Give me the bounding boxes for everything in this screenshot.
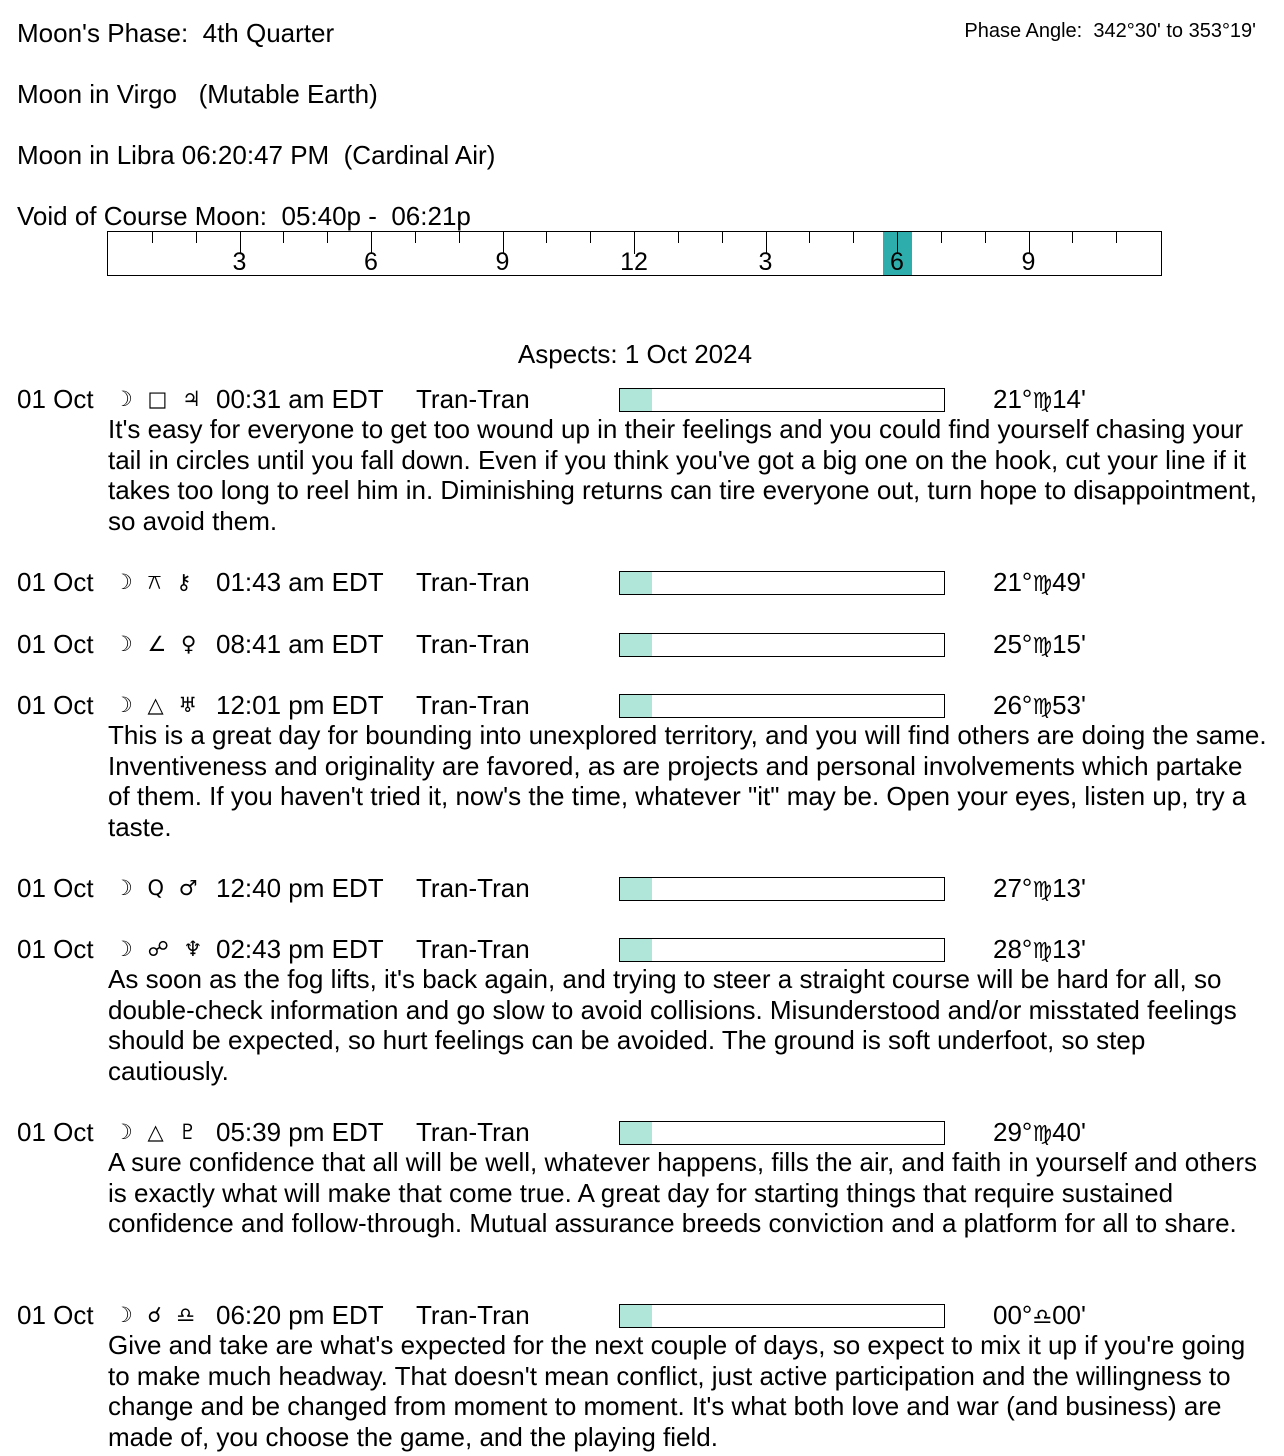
aspect-entry [0,629,1284,659]
aspect-kind: Tran-Tran [416,567,530,597]
aspect-header [0,629,1284,659]
hour-tick [283,232,284,243]
hour-tick [590,232,591,243]
moon-phase: Moon's Phase: 4th Quarter [17,18,335,48]
aspect-header [0,567,1284,597]
aspect-position: 21°♍14' [993,384,1086,414]
aspect-kind: Tran-Tran [416,384,530,414]
aspect-strength-fill [620,1305,652,1327]
aspect-header [0,873,1284,903]
hour-label: 9 [495,248,510,276]
aspect-header [0,934,1284,964]
aspect-strength-bar [619,877,945,901]
aspect-glyphs-icon: ☽ ☌ ♎ [114,1303,200,1327]
aspect-entry [0,934,1284,1086]
zodiac-sign-icon: ♍ [1032,695,1053,720]
aspect-position: 28°♍13' [993,934,1086,964]
aspect-kind: Tran-Tran [416,873,530,903]
zodiac-sign-icon: ♍ [1032,1122,1053,1147]
aspect-time: 00:31 am EDT [216,384,384,414]
hour-tick [546,232,547,243]
aspect-glyphs-icon: ☽ △ ♅ [114,693,202,717]
aspect-kind: Tran-Tran [416,1117,530,1147]
aspect-strength-fill [620,939,652,961]
aspect-date: 01 Oct [17,629,94,659]
aspect-position: 25°♍15' [993,629,1086,659]
aspect-glyphs-icon: ☽ ⚻ ⚷ [114,570,196,594]
aspect-position: 27°♍13' [993,873,1086,903]
aspect-header [0,384,1284,414]
hour-tick [196,232,197,243]
aspect-position: 29°♍40' [993,1117,1086,1147]
aspect-strength-bar [619,694,945,718]
aspect-entry [0,384,1284,536]
aspect-time: 05:39 pm EDT [216,1117,384,1147]
aspects-title: Aspects: 1 Oct 2024 [517,339,753,369]
aspect-strength-bar [619,1304,945,1328]
aspect-date: 01 Oct [17,690,94,720]
aspect-description: A sure confidence that all will be well, whatever happens, fills the air, and faith in yourself and others is exactly what will make that come true. A great day for starting things that require sustained confidence and follow-through. Mutual assurance breeds conviction and a platform for all to share. [108,1147,1257,1238]
aspect-kind: Tran-Tran [416,934,530,964]
hour-tick [152,232,153,243]
hour-tick [1116,232,1117,243]
hour-label: 3 [758,248,773,276]
aspect-header [0,1117,1284,1147]
aspect-kind: Tran-Tran [416,1300,530,1330]
hour-tick [809,232,810,243]
aspect-header [0,1300,1284,1330]
hour-tick [678,232,679,243]
aspect-strength-bar [619,1121,945,1145]
aspect-description: As soon as the fog lifts, it's back again, and trying to steer a straight course will be hard for all, so double-check information and go slow to avoid collisions. Misunderstood and/or misstated feelings should be expected, so hurt feelings can be avoided. The ground is soft underfoot, so step cautiously. [108,964,1237,1086]
aspect-description: This is a great day for bounding into unexplored territory, and you will find others are doing the same. Inventiveness and originality are favored, as are projects and personal involvements which partake of them. If you haven't tried it, now's the time, whatever "it" may be. Open your eyes, listen up, try a taste. [108,720,1267,842]
aspect-entry [0,873,1284,903]
aspect-strength-bar [619,938,945,962]
moon-sign: Moon in Virgo (Mutable Earth) [17,79,378,109]
aspect-time: 06:20 pm EDT [216,1300,384,1330]
hour-tick [1072,232,1073,243]
aspect-time: 02:43 pm EDT [216,934,384,964]
aspect-header [0,690,1284,720]
void-of-course-timeline [107,231,1162,276]
hour-tick [985,232,986,243]
aspect-time: 08:41 am EDT [216,629,384,659]
zodiac-sign-icon: ♎ [1032,1305,1053,1330]
hour-label: 3 [232,248,247,276]
hour-label: 12 [620,248,648,276]
zodiac-sign-icon: ♍ [1032,634,1053,659]
aspect-strength-bar [619,633,945,657]
aspect-entry [0,1300,1284,1452]
aspect-date: 01 Oct [17,384,94,414]
zodiac-sign-icon: ♍ [1032,572,1053,597]
aspect-position: 00°♎00' [993,1300,1086,1330]
aspect-strength-fill [620,695,652,717]
zodiac-sign-icon: ♍ [1032,389,1053,414]
hour-tick [853,232,854,243]
aspect-position: 26°♍53' [993,690,1086,720]
aspect-kind: Tran-Tran [416,690,530,720]
hour-tick [941,232,942,243]
hour-tick [459,232,460,243]
aspect-time: 12:01 pm EDT [216,690,384,720]
hour-tick [327,232,328,243]
aspect-glyphs-icon: ☽ Q ♂ [114,876,202,900]
aspect-description: Give and take are what's expected for the next couple of days, so expect to mix it up if you're going to make much headway. That doesn't mean conflict, just active participation and the willingness to change and be changed from moment to moment. It's what both love and war (and business) are made of, you choose the game, and the playing field. [108,1330,1246,1452]
phase-angle: Phase Angle: 342°30' to 353°19' [964,20,1256,42]
void-of-course: Void of Course Moon: 05:40p - 06:21p [17,201,471,231]
aspect-date: 01 Oct [17,934,94,964]
aspect-strength-fill [620,389,652,411]
aspect-glyphs-icon: ☽ ∠ ♀ [114,632,201,656]
hour-label: 6 [890,248,904,276]
aspect-strength-fill [620,634,652,656]
aspect-entry [0,1117,1284,1239]
aspect-time: 12:40 pm EDT [216,873,384,903]
aspect-date: 01 Oct [17,1117,94,1147]
aspect-glyphs-icon: ☽ ☍ ♆ [114,937,207,961]
hour-tick [722,232,723,243]
moon-ingress: Moon in Libra 06:20:47 PM (Cardinal Air) [17,140,496,170]
aspect-glyphs-icon: ☽ □ ♃ [114,387,205,411]
zodiac-sign-icon: ♍ [1032,878,1053,903]
aspect-strength-fill [620,572,652,594]
aspect-date: 01 Oct [17,1300,94,1330]
hour-label: 6 [364,248,378,276]
aspect-strength-bar [619,388,945,412]
aspect-description: It's easy for everyone to get too wound up in their feelings and you could find yourself chasing your tail in circles until you fall down. Even if you think you've got a big one on the hook, cut your line if it takes too long to reel him in. Diminishing returns can tire everyone out, turn hope to disappointment, so avoid them. [108,414,1257,536]
hour-tick [415,232,416,243]
hour-label: 9 [1021,248,1036,276]
aspect-strength-bar [619,571,945,595]
aspect-position: 21°♍49' [993,567,1086,597]
aspect-date: 01 Oct [17,873,94,903]
aspect-kind: Tran-Tran [416,629,530,659]
zodiac-sign-icon: ♍ [1032,939,1053,964]
aspect-entry [0,567,1284,597]
aspect-entry [0,690,1284,842]
aspect-strength-fill [620,1122,652,1144]
aspect-time: 01:43 am EDT [216,567,384,597]
aspect-strength-fill [620,878,652,900]
aspect-glyphs-icon: ☽ △ ♇ [114,1120,202,1144]
aspect-date: 01 Oct [17,567,94,597]
